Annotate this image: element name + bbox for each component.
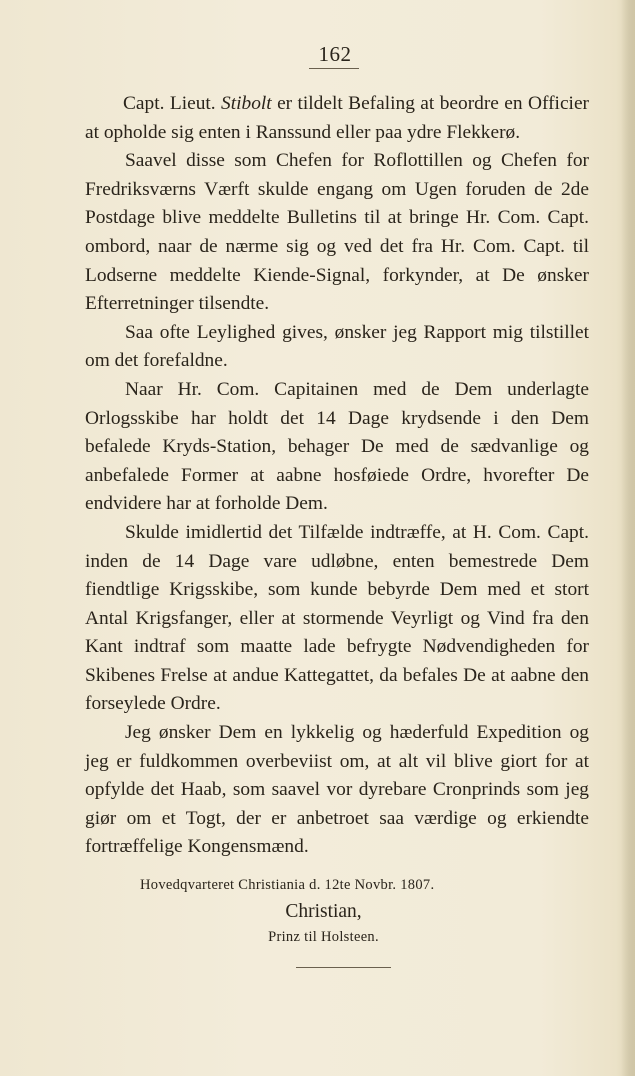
paragraph-1 (85, 90, 589, 147)
signoff-name: Christian, (285, 901, 362, 922)
paragraph-1-rest: er tildelt Befaling at beordre en Officier at opholde sig enten i Ranssund eller paa ydre Flekkerø. (85, 93, 590, 143)
officer-name: Stibolt (221, 93, 272, 114)
signoff-title: Prinz til Holsteen. (268, 929, 379, 945)
page-number: 162 (318, 42, 352, 66)
paragraph-2: Saavel disse som Chefen for Roflottillen og Chefen for Fredriksværns Værft skulde engang om Ugen foruden de 2de Postdage blive meddelte Bulletins til at bringe Hr. Com. Capt. ombord, naar de nærme sig og ved det fra Hr. Com. Capt. til Lodserne meddelte Kiende-Signal, forkynder, at De ønsker Efterretninger tilsendte. (85, 150, 589, 315)
paragraph-4: Naar Hr. Com. Capitainen med de Dem underlagte Orlogsskibe har holdt det 14 Dage krydsende i den Dem befalede Kryds-Station, behager De med de sædvanlige og anbefalede Former at aabne hosføiede Ordre, hvorefter De endvidere har at forholde Dem. (85, 378, 589, 515)
paragraph-3: Saa ofte Leylighed gives, ønsker jeg Rapport mig tilstillet om det forefaldne. (85, 321, 589, 372)
closing-rule (296, 967, 391, 968)
paragraph-1-start: Capt. Lieut. (123, 93, 222, 114)
page-number-rule (309, 68, 359, 69)
body-text (85, 90, 589, 862)
paragraph-6: Jeg ønsker Dem en lykkelig og hæderfuld Expedition og jeg er fuldkommen overbeviist om, at alt vil blive giort for at opfylde det Haab, som saavel vor dyrebare Cronprinds som jeg giør om et Togt, der er anbetroet saa værdige og erkiendte fortræffelige Kongensmænd. (85, 722, 589, 858)
signoff-place-date: Hovedqvarteret Christiania d. 12te Novbr. 1807. (140, 877, 435, 893)
paragraph-5: Skulde imidlertid det Tilfælde indtræffe, at H. Com. Capt. inden de 14 Dage vare udløbne, enten bemestrede Dem fiendtlige Krigsskibe, som kunde bebyrde Dem med et stort Antal Krigsfanger, eller at stormende Veyrligt og Vind fra den Kant indtraf som maatte lade befrygte Nødvendigheden for Skibenes Frelse at andue Kattegattet, da befales De at aabne den forseylede Ordre. (85, 521, 589, 715)
